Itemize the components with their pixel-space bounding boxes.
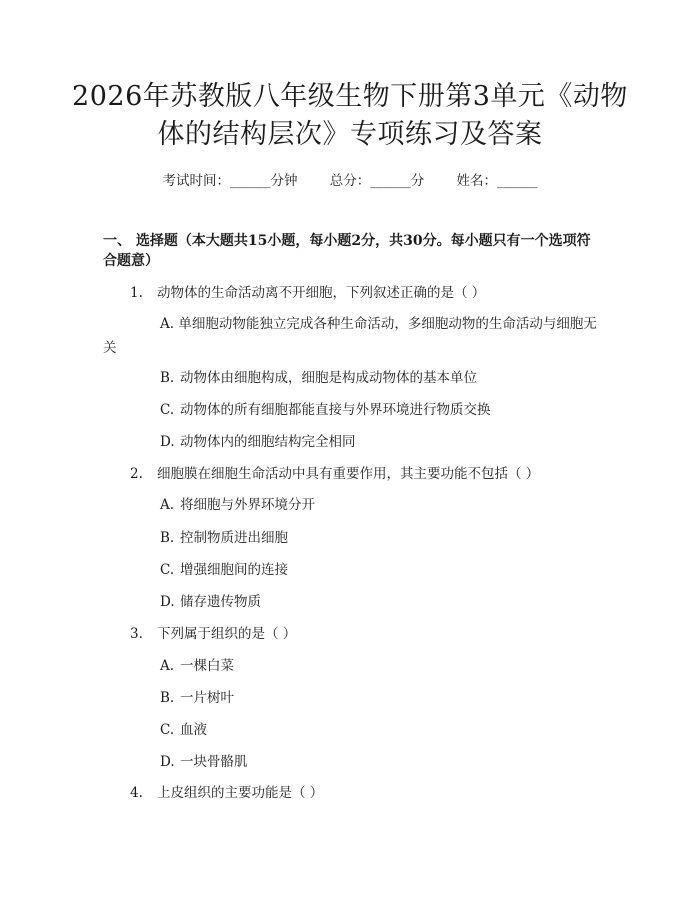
option-1d [160,430,356,450]
option-1a [103,312,598,360]
option-text: 增强细胞间的连接 [180,562,288,578]
option-2b [160,526,288,546]
section-heading: 一、 选择题（本大题共15小题，每小题2分，共30分。每小题只有一个选项符合题意） [103,233,591,269]
option-text: 一棵白菜 [180,658,234,674]
total-score-field: 总分：______分 [329,173,425,189]
option-letter: D. [160,754,175,770]
option-letter: C. [160,562,175,578]
option-text: 一片树叶 [180,690,234,706]
question-number: 1. [130,285,143,301]
question-number: 2. [130,466,143,482]
option-letter: B. [160,530,175,546]
option-2c [160,558,288,578]
question-3 [130,622,296,642]
option-text: 动物体内的细胞结构完全相同 [180,434,356,450]
option-text: 单细胞动物能独立完成各种生命活动，多细胞动物的生命活动与细胞无关 [103,316,597,356]
page-title: 2026年苏教版八年级生物下册第3单元《动物体的结构层次》专项练习及答案 [72,81,628,150]
option-text: 将细胞与外界环境分开 [180,497,315,513]
question-stem: 上皮组织的主要功能是（ ） [157,785,324,801]
option-1b [160,366,477,386]
question-stem: 下列属于组织的是（ ） [157,626,297,642]
question-1 [130,281,485,301]
option-letter: B. [160,370,175,386]
option-text: 储存遗传物质 [180,594,261,610]
option-text: 血液 [180,722,207,738]
option-2d [160,590,261,610]
option-1c [160,398,491,418]
option-text: 动物体的所有细胞都能直接与外界环境进行物质交换 [180,402,491,418]
option-letter: D. [160,594,175,610]
option-text: 动物体由细胞构成，细胞是构成动物体的基本单位 [180,370,477,386]
question-number: 4. [130,785,143,801]
question-2 [130,462,539,482]
option-3b [160,686,234,706]
question-number: 3. [130,626,143,642]
student-name-field: 姓名：______ [456,173,538,189]
option-text: 控制物质进出细胞 [180,530,288,546]
question-stem: 动物体的生命活动离不开细胞，下列叙述正确的是（ ） [157,285,486,301]
exam-meta [0,169,700,189]
option-letter: A. [160,658,175,674]
option-letter: C. [160,402,175,418]
option-2a [160,493,315,513]
exam-time-field: 考试时间：______分钟 [162,173,298,189]
option-letter: A. [160,316,175,332]
option-letter: C. [160,722,175,738]
option-3a [160,654,234,674]
option-3d [160,750,248,770]
question-4 [130,781,323,801]
option-letter: D. [160,434,175,450]
option-3c [160,718,207,738]
question-stem: 细胞膜在细胞生命活动中具有重要作用，其主要功能不包括（ ） [157,466,540,482]
option-text: 一块骨骼肌 [180,754,248,770]
option-letter: A. [160,497,175,513]
option-letter: B. [160,690,175,706]
